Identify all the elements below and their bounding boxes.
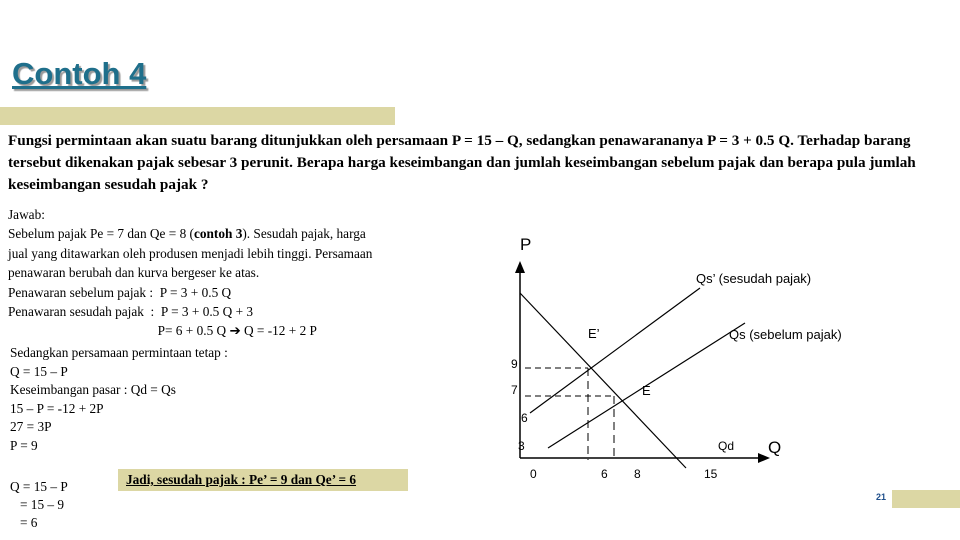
supply-after-curve [530, 288, 700, 413]
work-line: Keseimbangan pasar : Qd = Qs [10, 382, 176, 397]
x-tick-label: 8 [634, 467, 641, 481]
answer-line-3: penawaran berubah dan kurva bergeser ke atas. [8, 265, 260, 281]
x-tick-label: 15 [704, 467, 718, 481]
answer-line-5: Penawaran sesudah pajak : P = 3 + 0.5 Q + 3 [8, 304, 254, 320]
answer-line-1: Sebelum pajak Pe = 7 dan Qe = 8 (contoh 3). Sesudah pajak, harga [8, 226, 366, 242]
answer-block [8, 205, 478, 341]
answer-line-4: Penawaran sebelum pajak : P = 3 + 0.5 Q [8, 284, 232, 300]
conclusion-box [118, 469, 408, 491]
y-axis-arrow-icon [515, 261, 525, 273]
footer-accent-bar [892, 490, 960, 508]
page-number: 21 [876, 492, 887, 502]
supply-after-label: Qs’ (sesudah pajak) [696, 271, 812, 286]
answer-line-2: jual yang ditawarkan oleh produsen menjadi lebih tinggi. Persamaan [8, 245, 373, 261]
page-title: Contoh 4 [12, 56, 147, 91]
work-line: = 6 [10, 515, 38, 530]
demand-curve [520, 293, 686, 468]
y-tick-label: 7 [511, 383, 518, 397]
x-tick-label: 6 [601, 467, 608, 481]
equilibrium-after-label: E’ [588, 326, 600, 341]
conclusion-text: Jadi, sesudah pajak : Pe’ = 9 dan Qe’ = 6 [126, 472, 357, 487]
work-line: Q = 15 – P [10, 363, 68, 379]
title-accent-bar [0, 107, 395, 125]
quantity-work-block [10, 478, 68, 532]
x-axis-label: Q [768, 438, 782, 457]
work-line: = 15 – 9 [10, 497, 65, 512]
y-tick-label: 6 [521, 411, 528, 425]
y-tick-label: 3 [518, 439, 525, 453]
work-line: P = 9 [10, 437, 38, 453]
answer-label: Jawab: [8, 207, 45, 222]
arrow-icon: ➔ [229, 323, 241, 339]
work-line: Q = 15 – P [10, 479, 68, 494]
work-line: 15 – P = -12 + 2P [10, 400, 104, 416]
y-axis-label: P [520, 235, 532, 254]
y-tick-label: 9 [511, 357, 518, 371]
work-line: 27 = 3P [10, 419, 52, 434]
work-block [10, 344, 228, 455]
answer-line-6: P= 6 + 0.5 Q ➔ Q = -12 + 2 P [8, 323, 317, 339]
supply-before-label: Qs (sebelum pajak) [729, 327, 842, 342]
question-text: Fungsi permintaan akan suatu barang ditunjukkan oleh persamaan P = 15 – Q, sedangkan penawarananya P = 3 + 0.5 Q. Terhadap barang tersebut dikenakan pajak sebesar 3 perunit. Berapa harga keseimbangan dan jumlah keseimbangan sebelum pajak dan berapa pula jumlah keseimbangan sesudah pajak ? [8, 132, 916, 193]
supply-demand-graph [500, 228, 870, 488]
x-tick-label: 0 [530, 467, 537, 481]
demand-label: Qd [718, 439, 735, 453]
work-line: Sedangkan persamaan permintaan tetap : [10, 345, 228, 360]
equilibrium-before-label: E [642, 383, 651, 398]
